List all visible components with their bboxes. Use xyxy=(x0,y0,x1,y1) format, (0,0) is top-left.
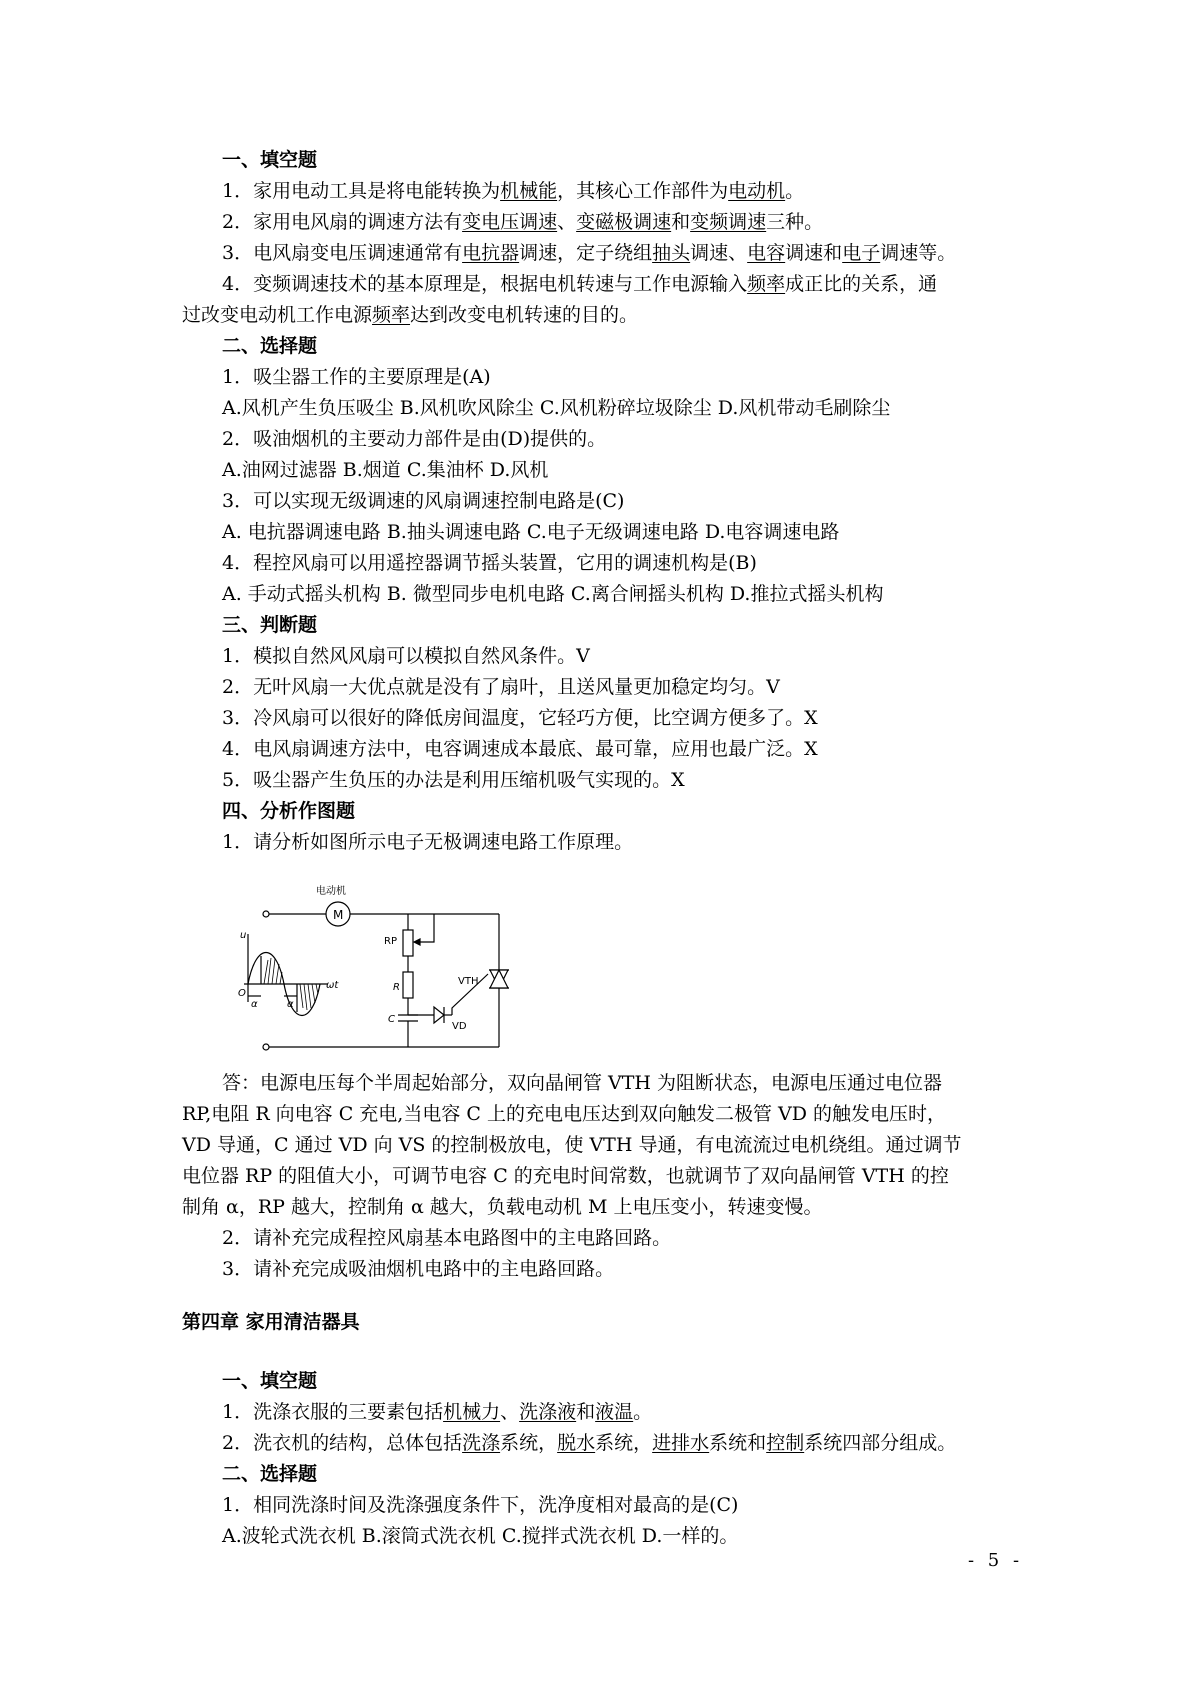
choice-line: A. 手动式摇头机构 B. 微型同步电机电路 C.离合闸摇头机构 D.推拉式摇头机构 xyxy=(222,583,884,605)
judgement-line: 4．电风扇调速方法中，电容调速成本最底、最可靠，应用也最广泛。X xyxy=(222,738,818,760)
answer-line: 答：电源电压每个半周起始部分，双向晶闸管 VTH 为阻断状态，电源电压通过电位器 xyxy=(222,1072,943,1094)
u-axis-label: u xyxy=(240,930,247,941)
vd-label: VD xyxy=(452,1021,467,1032)
r-label: R xyxy=(393,982,400,993)
analysis-question-1: 1．请分析如图所示电子无极调速电路工作原理。 xyxy=(222,831,634,853)
choice-line: A.波轮式洗衣机 B.滚筒式洗衣机 C.搅拌式洗衣机 D.一样的。 xyxy=(222,1525,739,1547)
judgement-line: 1．模拟自然风风扇可以模拟自然风条件。V xyxy=(222,645,590,667)
fill-question-3: 3．电风扇变电压调速通常有电抗器调速，定子绕组抽头调速、电容调速和电子调速等。 xyxy=(222,242,957,264)
fill-question-2: 2．家用电风扇的调速方法有变电压调速、变磁极调速和变频调速三种。 xyxy=(222,211,824,233)
answer-line: VD 导通，C 通过 VD 向 VS 的控制极放电，使 VTH 导通，有电流流过电机绕组。通过调节 xyxy=(182,1134,962,1156)
answer-line: 制角 α，RP 越大，控制角 α 越大，负载电动机 M 上电压变小，转速变慢。 xyxy=(182,1196,823,1218)
c-label: C xyxy=(388,1014,395,1025)
fill-question-4-cont: 过改变电动机工作电源频率达到改变电机转速的目的。 xyxy=(182,304,639,326)
wt-axis-label: ωt xyxy=(326,980,339,991)
judgement-line: 5．吸尘器产生负压的办法是利用压缩机吸气实现的。X xyxy=(222,769,685,791)
section-title-fill-blank: 一、填空题 xyxy=(222,1370,318,1392)
alpha-label: α xyxy=(251,999,258,1010)
choice-line: A.风机产生负压吸尘 B.风机吹风除尘 C.风机粉碎垃圾除尘 D.风机带动毛刷除尘 xyxy=(222,397,891,419)
vth-label: VTH xyxy=(458,976,479,987)
fill-question-1: 1．家用电动工具是将电能转换为机械能，其核心工作部件为电动机。 xyxy=(222,180,805,202)
choice-line: A.油网过滤器 B.烟道 C.集油杯 D.风机 xyxy=(222,459,549,481)
answer-line: 电位器 RP 的阻值大小，可调节电容 C 的充电时间常数，也就调节了双向晶闸管 VTH 的控 xyxy=(182,1165,949,1187)
motor-symbol: M xyxy=(333,908,344,922)
section-title-choice: 二、选择题 xyxy=(222,1463,318,1485)
section-title-analysis: 四、分析作图题 xyxy=(222,800,356,822)
fill-question-4: 4．变频调速技术的基本原理是，根据电机转速与工作电源输入频率成正比的关系，通 xyxy=(222,273,938,295)
analysis-question-3: 3．请补充完成吸油烟机电路中的主电路回路。 xyxy=(222,1258,615,1280)
choice-line: 3．可以实现无级调速的风扇调速控制电路是(C) xyxy=(222,490,625,512)
choice-line: A. 电抗器调速电路 B.抽头调速电路 C.电子无级调速电路 D.电容调速电路 xyxy=(222,521,840,543)
judgement-line: 3．冷风扇可以很好的降低房间温度，它轻巧方便，比空调方便多了。X xyxy=(222,707,818,729)
alpha-label: α xyxy=(287,999,294,1010)
choice-line: 2．吸油烟机的主要动力部件是由(D)提供的。 xyxy=(222,428,607,450)
choice-line: 1．吸尘器工作的主要原理是(A) xyxy=(222,366,491,388)
judgement-line: 2．无叶风扇一大优点就是没有了扇叶，且送风量更加稳定均匀。V xyxy=(222,676,780,698)
section-title-judgement: 三、判断题 xyxy=(222,614,318,636)
circuit-diagram xyxy=(238,872,518,1057)
origin-label: O xyxy=(238,988,246,999)
answer-line: RP,电阻 R 向电容 C 充电,当电容 C 上的充电电压达到双向触发二极管 VD 的触发电压时， xyxy=(182,1103,946,1125)
page-number: - 5 - xyxy=(968,1550,1024,1571)
choice-line: 4．程控风扇可以用遥控器调节摇头装置，它用的调速机构是(B) xyxy=(222,552,757,574)
section-title-fill-blank: 一、填空题 xyxy=(222,149,318,171)
analysis-question-2: 2．请补充完成程控风扇基本电路图中的主电路回路。 xyxy=(222,1227,672,1249)
fill-question-1: 1．洗涤衣服的三要素包括机械力、洗涤液和液温。 xyxy=(222,1401,653,1423)
choice-line: 1．相同洗涤时间及洗涤强度条件下，洗净度相对最高的是(C) xyxy=(222,1494,739,1516)
rp-label: RP xyxy=(384,936,397,947)
fill-question-2: 2．洗衣机的结构，总体包括洗涤系统，脱水系统，进排水系统和控制系统四部分组成。 xyxy=(222,1432,957,1454)
chapter-title: 第四章 家用清洁器具 xyxy=(182,1311,360,1333)
section-title-choice: 二、选择题 xyxy=(222,335,318,357)
motor-label: 电动机 xyxy=(316,886,346,897)
